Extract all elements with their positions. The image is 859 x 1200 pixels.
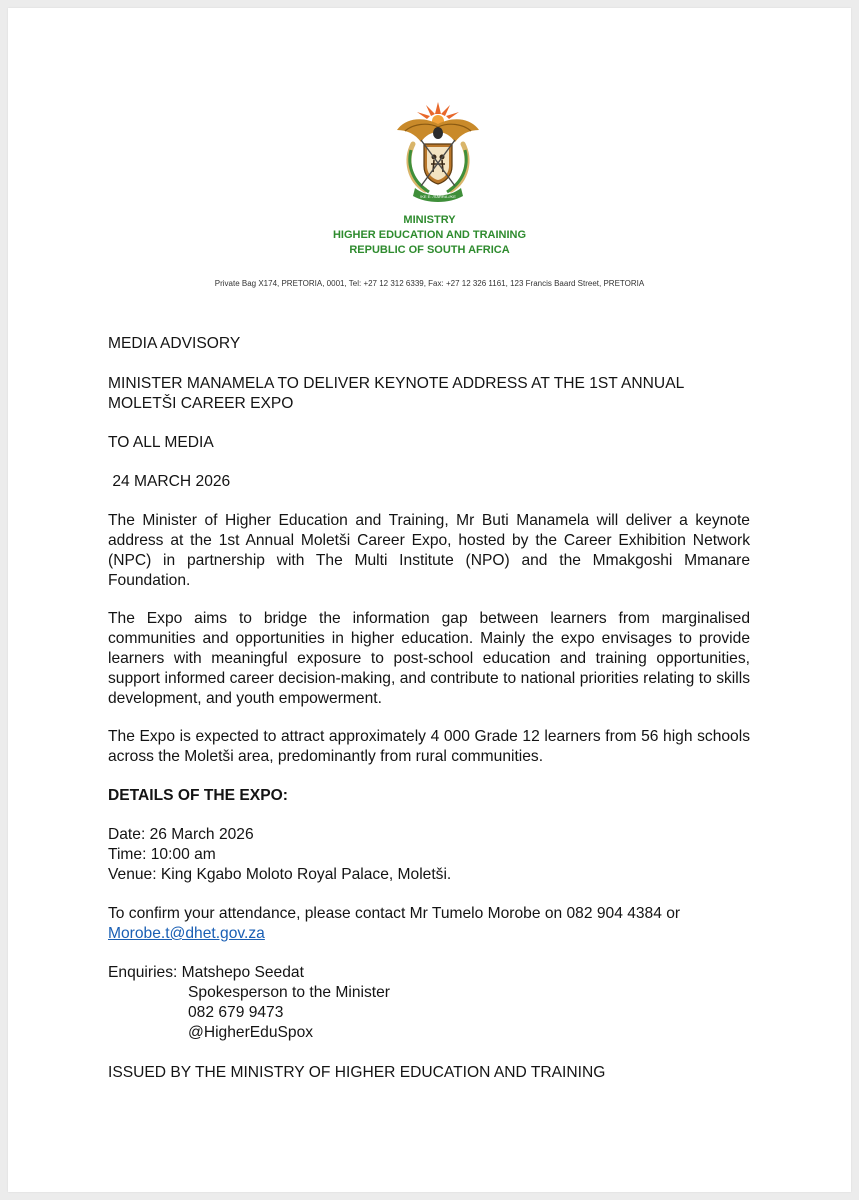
details-heading: DETAILS OF THE EXPO: bbox=[108, 787, 288, 804]
audience-line: TO ALL MEDIA bbox=[108, 434, 214, 451]
body-paragraph-3: The Expo is expected to attract approximately 4 000 Grade 12 learners from 56 high schools across the Moletši area, predominantly from rural communities. bbox=[108, 728, 750, 765]
details-time: Time: 10:00 am bbox=[108, 846, 216, 863]
details-venue: Venue: King Kgabo Moloto Royal Palace, Moletši. bbox=[108, 866, 452, 883]
contact-address: Private Bag X174, PRETORIA, 0001, Tel: +27 12 312 6339, Fax: +27 12 326 1161, 123 Francis Baard Street, PRETORIA bbox=[214, 279, 645, 288]
enquiries-role: Spokesperson to the Minister bbox=[188, 984, 390, 1001]
headline-line-2: MOLETŠI CAREER EXPO bbox=[108, 395, 294, 412]
coat-of-arms-icon bbox=[393, 100, 483, 208]
headline-line-1: MINISTER MANAMELA TO DELIVER KEYNOTE ADDRESS AT THE 1ST ANNUAL bbox=[108, 375, 685, 392]
details-date: Date: 26 March 2026 bbox=[108, 826, 254, 843]
ministry-department: HIGHER EDUCATION AND TRAINING bbox=[332, 229, 527, 241]
ministry-title: MINISTRY bbox=[403, 214, 456, 226]
crest-motto: !KE E: /XARRA //KE bbox=[420, 194, 456, 199]
document-page bbox=[8, 8, 851, 1192]
issued-by: ISSUED BY THE MINISTRY OF HIGHER EDUCATION AND TRAINING bbox=[108, 1064, 606, 1081]
enquiries-phone: 082 679 9473 bbox=[188, 1004, 284, 1021]
enquiries-contact: Enquiries: Matshepo Seedat bbox=[108, 964, 304, 981]
enquiries-handle: @HigherEduSpox bbox=[188, 1024, 314, 1041]
rsvp-text: To confirm your attendance, please contact Mr Tumelo Morobe on 082 904 4384 or bbox=[108, 905, 681, 922]
media-advisory-label: MEDIA ADVISORY bbox=[108, 335, 241, 352]
body-paragraph-1: The Minister of Higher Education and Training, Mr Buti Manamela will deliver a keynote address at the 1st Annual Moletši Career Expo, hosted by the Career Exhibition Network (NPC) in partnership with The Multi Institute (NPO) and the Mmakgoshi Mmanare Foundation. bbox=[108, 512, 750, 589]
ministry-country: REPUBLIC OF SOUTH AFRICA bbox=[349, 244, 510, 256]
body-paragraph-2: The Expo aims to bridge the information gap between learners from marginalised communities and opportunities in higher education. Mainly the expo envisages to provide learners with meaningful exposure to post-school education and training opportunities, support informed career decision-making, and contribute to national priorities relating to skills development, and youth empowerment. bbox=[108, 610, 750, 707]
advisory-date: 24 MARCH 2026 bbox=[108, 473, 231, 490]
rsvp-email-link[interactable]: Morobe.t@dhet.gov.za bbox=[108, 925, 265, 942]
